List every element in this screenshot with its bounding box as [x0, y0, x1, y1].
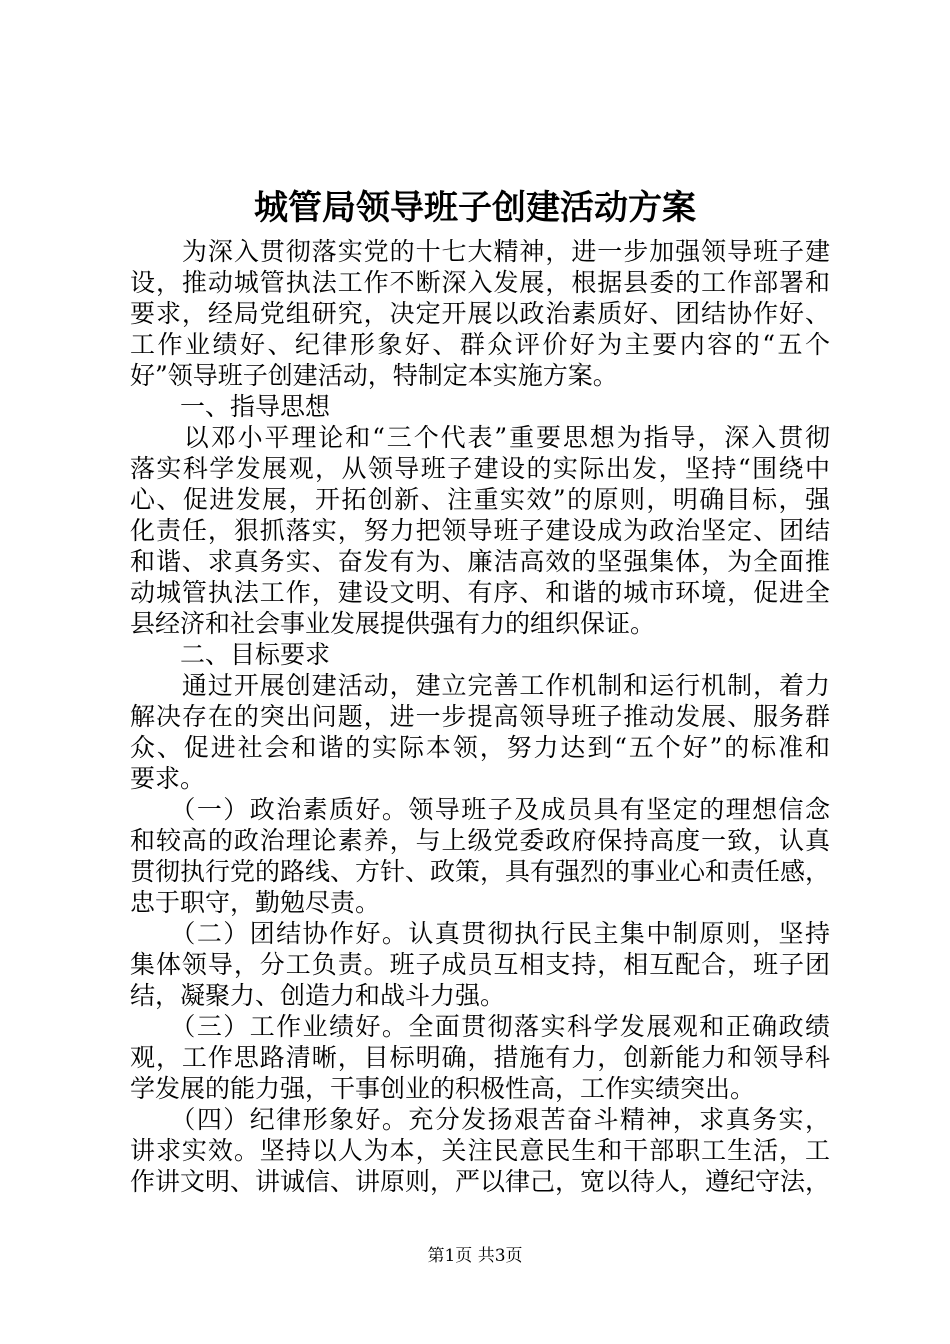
- body-line: 化责任，狠抓落实，努力把领导班子建设成为政治坚定、团结: [130, 516, 830, 545]
- body-line: 忠于职守，勤勉尽责。: [130, 888, 381, 917]
- body-line: 落实科学发展观，从领导班子建设的实际出发，坚持“围绕中: [130, 454, 830, 483]
- body-line: 要求，经局党组研究，决定开展以政治素质好、团结协作好、: [130, 299, 830, 328]
- body-line: 集体领导，分工负责。班子成员互相支持，相互配合，班子团: [130, 950, 830, 979]
- body-line: 讲求实效。坚持以人为本，关注民意民生和干部职工生活，工: [130, 1136, 830, 1165]
- body-line: 众、促进社会和谐的实际本领，努力达到“五个好”的标准和: [130, 733, 830, 762]
- body-line: （三）工作业绩好。全面贯彻落实科学发展观和正确政绩: [130, 1012, 830, 1041]
- body-line: 学发展的能力强，干事创业的积极性高，工作实绩突出。: [130, 1074, 756, 1103]
- body-line: 解决存在的突出问题，进一步提高领导班子推动发展、服务群: [130, 702, 830, 731]
- body-line: 要求。: [130, 764, 206, 793]
- body-line: 作讲文明、讲诚信、讲原则，严以律己，宽以待人，遵纪守法，: [130, 1167, 831, 1196]
- body-line: 以邓小平理论和“三个代表”重要思想为指导，深入贯彻: [130, 423, 830, 452]
- body-line: 二、目标要求: [130, 640, 331, 669]
- body-line: 心、促进发展，开拓创新、注重实效”的原则，明确目标，强: [130, 485, 830, 514]
- body-line: 为深入贯彻落实党的十七大精神，进一步加强领导班子建: [130, 237, 830, 266]
- body-line: 观，工作思路清晰，目标明确，措施有力，创新能力和领导科: [130, 1043, 830, 1072]
- body-line: 通过开展创建活动，建立完善工作机制和运行机制，着力: [130, 671, 830, 700]
- body-line: （四）纪律形象好。充分发扬艰苦奋斗精神，求真务实，: [130, 1105, 830, 1134]
- page-footer: 第1页 共3页: [427, 1246, 523, 1266]
- body-line: 动城管执法工作，建设文明、有序、和谐的城市环境，促进全: [130, 578, 830, 607]
- body-line: 好”领导班子创建活动，特制定本实施方案。: [130, 361, 618, 390]
- body-line: 贯彻执行党的路线、方针、政策，具有强烈的事业心和责任感，: [130, 857, 831, 886]
- body-line: 县经济和社会事业发展提供强有力的组织保证。: [130, 609, 656, 638]
- body-line: 工作业绩好、纪律形象好、群众评价好为主要内容的“五个: [130, 330, 830, 359]
- document-body: [130, 236, 830, 1197]
- body-line: 一、指导思想: [130, 392, 331, 421]
- body-line: （二）团结协作好。认真贯彻执行民主集中制原则，坚持: [130, 919, 830, 948]
- body-line: （一）政治素质好。领导班子及成员具有坚定的理想信念: [130, 795, 830, 824]
- body-line: 结，凝聚力、创造力和战斗力强。: [130, 981, 506, 1010]
- body-line: 和谐、求真务实、奋发有为、廉洁高效的坚强集体，为全面推: [130, 547, 830, 576]
- body-line: 和较高的政治理论素养，与上级党委政府保持高度一致，认真: [130, 826, 830, 855]
- body-line: 设，推动城管执法工作不断深入发展，根据县委的工作部署和: [130, 268, 830, 297]
- document-title: 城管局领导班子创建活动方案: [254, 188, 696, 228]
